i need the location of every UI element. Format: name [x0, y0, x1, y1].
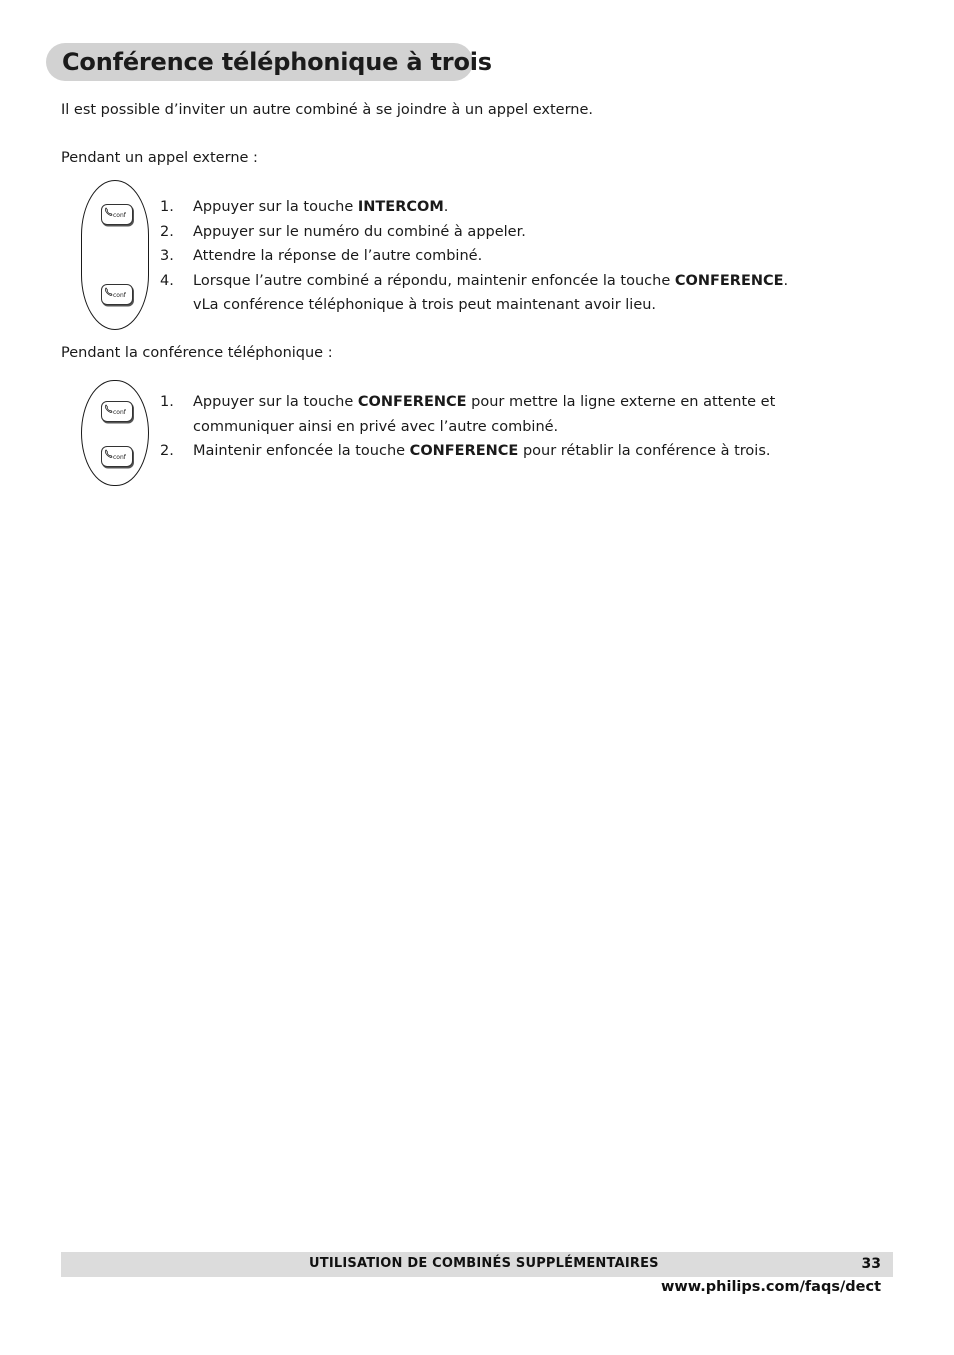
step-item: 3. Attendre la réponse de l’autre combiné. [160, 248, 483, 264]
conf-key-icon [101, 284, 133, 305]
step-item: 2. Maintenir enfoncée la touche CONFERENCE pour rétablir la conférence à trois. [160, 443, 771, 459]
handset-illustration-2 [81, 380, 149, 486]
footer-bar [61, 1252, 893, 1277]
section1-heading: Pendant un appel externe : [61, 150, 258, 166]
step-item: 1. Appuyer sur la touche INTERCOM. [160, 199, 449, 215]
page-number: 33 [861, 1256, 881, 1272]
conf-key-label: conf [113, 292, 126, 299]
section2-steps [160, 390, 880, 464]
section2-heading: Pendant la conférence téléphonique : [61, 345, 333, 361]
step-result: vLa conférence téléphonique à trois peut maintenant avoir lieu. [193, 297, 657, 313]
handset-illustration-1 [81, 180, 149, 330]
conf-key-icon [101, 204, 133, 225]
step-item: 1. Appuyer sur la touche CONFERENCE pour mettre la ligne externe en attente et communiquer ainsi en privé avec l’autre combiné. [160, 394, 776, 435]
title-banner [46, 43, 492, 81]
conf-key-icon [101, 446, 133, 467]
step-item: 2. Appuyer sur le numéro du combiné à appeler. [160, 223, 526, 240]
conf-key-label: conf [113, 409, 126, 416]
footer-url[interactable]: www.philips.com/faqs/dect [661, 1279, 881, 1295]
footer-section-title: UTILISATION DE COMBINÉS SUPPLÉMENTAIRES [309, 1256, 659, 1271]
section1-steps [160, 195, 880, 318]
conf-key-label: conf [113, 454, 126, 461]
conf-key-icon [101, 401, 133, 422]
page-title: Conférence téléphonique à trois [62, 48, 492, 76]
step-item: 4. Lorsque l’autre combiné a répondu, maintenir enfoncée la touche CONFERENCE. [160, 272, 789, 289]
conf-key-label: conf [113, 212, 126, 219]
intro-text: Il est possible d’inviter un autre combiné à se joindre à un appel externe. [61, 102, 594, 118]
